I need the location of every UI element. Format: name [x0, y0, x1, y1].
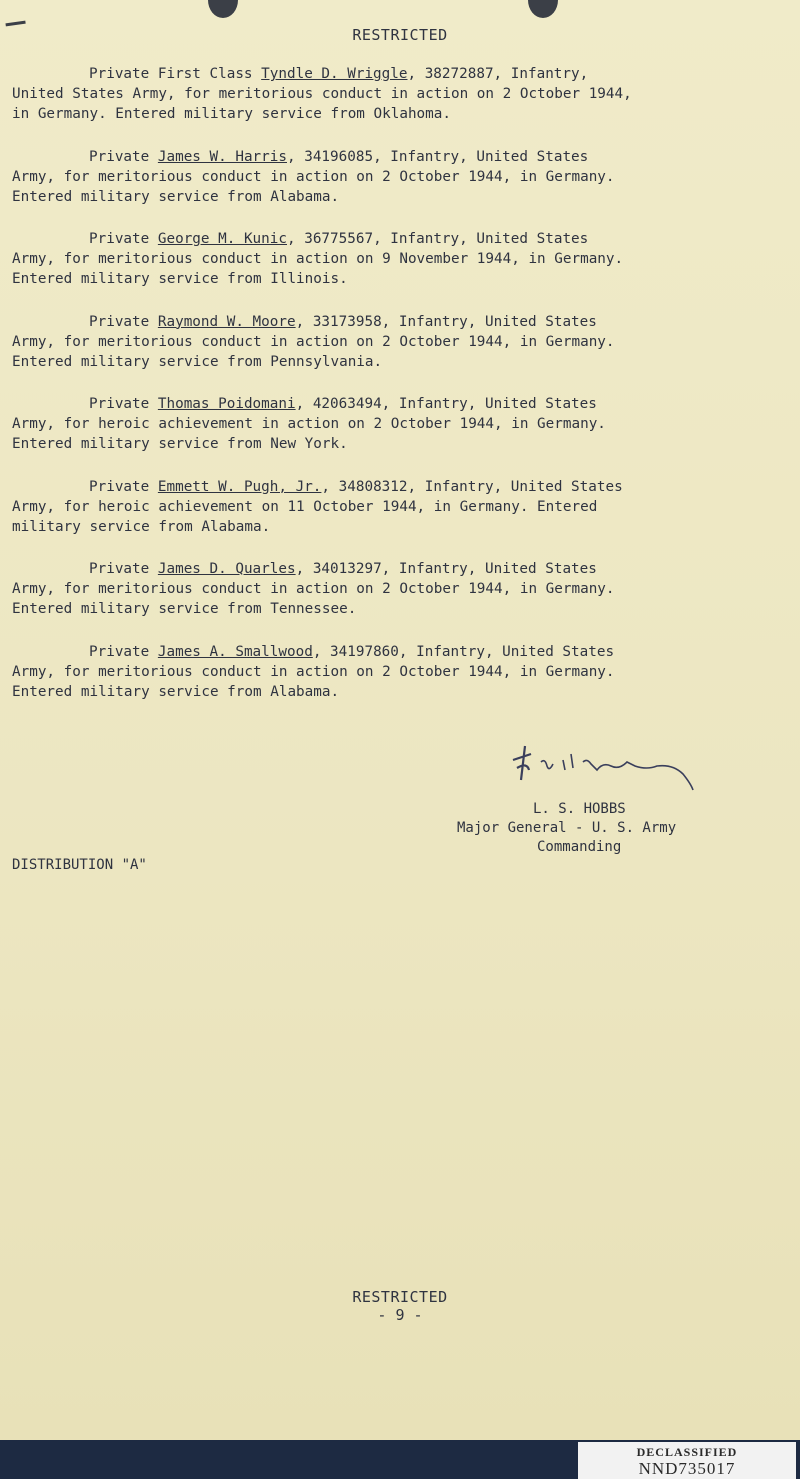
- soldier-name: Thomas Poidomani: [157, 396, 296, 412]
- entry-text: military service from Alabama.: [12, 518, 271, 535]
- soldier-name: Raymond W. Moore: [157, 313, 296, 330]
- entry-intro: Private: [89, 478, 158, 495]
- entry-text: Army, for meritorious conduct in action on 2 October 1944, in Germany.: [12, 663, 615, 680]
- citation-entry: [12, 147, 712, 207]
- declassified-stamp: [578, 1442, 796, 1479]
- entry-text: , 34013297, Infantry, United States: [295, 561, 597, 577]
- entry-text: in Germany. Entered military service from Oklahoma.: [12, 106, 451, 122]
- entry-text: Entered military service from Alabama.: [12, 188, 340, 205]
- entry-text: Army, for meritorious conduct in action on 2 October 1944, in Germany.: [12, 168, 615, 185]
- entry-text: Entered military service from Tennessee.: [12, 601, 357, 617]
- header-classification: RESTRICTED: [352, 26, 448, 44]
- signatory-rank: Major General - U. S. Army: [457, 820, 677, 836]
- page-number: - 9 -: [377, 1306, 423, 1324]
- signatory-name: L. S. HOBBS: [533, 801, 626, 817]
- entry-text: Entered military service from New York.: [12, 436, 348, 452]
- distribution-line: DISTRIBUTION "A": [12, 857, 147, 873]
- citation-entry: [12, 477, 712, 537]
- citation-entry: [12, 642, 712, 702]
- soldier-name: James A. Smallwood: [157, 643, 313, 660]
- entry-text: Entered military service from Pennsylvania.: [12, 353, 383, 370]
- citation-entry: [12, 64, 712, 124]
- punch-hole: [208, 0, 238, 18]
- entry-text: Entered military service from Alabama.: [12, 683, 340, 700]
- entry-text: , 34197860, Infantry, United States: [312, 643, 615, 660]
- citation-entry: [12, 229, 712, 289]
- entry-text: Army, for meritorious conduct in action on 2 October 1944, in Germany.: [12, 581, 615, 597]
- entry-text: Army, for meritorious conduct in action on 9 November 1944, in Germany.: [12, 251, 624, 267]
- handwritten-signature: [507, 740, 717, 796]
- entry-intro: Private: [89, 313, 158, 330]
- citation-entry: [12, 312, 712, 372]
- soldier-name: George M. Kunic: [157, 231, 287, 247]
- entry-text: Army, for heroic achievement on 11 October 1944, in Germany. Entered: [12, 498, 598, 515]
- entry-intro: Private First Class: [89, 66, 262, 82]
- entry-text: , 34196085, Infantry, United States: [287, 148, 589, 165]
- entry-text: Army, for heroic achievement in action on 2 October 1944, in Germany.: [12, 416, 606, 432]
- entry-text: , 36775567, Infantry, United States: [287, 231, 589, 247]
- soldier-name: Tyndle D. Wriggle: [261, 66, 408, 82]
- entry-intro: Private: [89, 231, 158, 247]
- entry-intro: Private: [89, 396, 158, 412]
- entry-text: United States Army, for meritorious conduct in action on 2 October 1944,: [12, 86, 632, 102]
- citation-list: [12, 64, 712, 724]
- entry-intro: Private: [89, 148, 158, 165]
- signatory-role: Commanding: [537, 839, 622, 855]
- entry-text: , 42063494, Infantry, United States: [295, 396, 597, 412]
- soldier-name: James D. Quarles: [157, 561, 296, 577]
- footer-classification: RESTRICTED: [352, 1288, 448, 1306]
- stamp-code: NND735017: [638, 1459, 736, 1478]
- entry-text: , 33173958, Infantry, United States: [295, 313, 597, 330]
- soldier-name: James W. Harris: [157, 148, 287, 165]
- entry-intro: Private: [89, 561, 158, 577]
- entry-text: , 34808312, Infantry, United States: [321, 478, 623, 495]
- entry-text: Entered military service from Illinois.: [12, 271, 348, 287]
- citation-entry: [12, 394, 712, 454]
- stamp-title: DECLASSIFIED: [636, 1445, 738, 1459]
- soldier-name: Emmett W. Pugh, Jr.: [157, 478, 322, 495]
- entry-text: , 38272887, Infantry,: [407, 66, 589, 82]
- entry-text: Army, for meritorious conduct in action on 2 October 1944, in Germany.: [12, 333, 615, 350]
- citation-entry: [12, 559, 712, 619]
- entry-intro: Private: [89, 643, 158, 660]
- punch-hole: [528, 0, 558, 18]
